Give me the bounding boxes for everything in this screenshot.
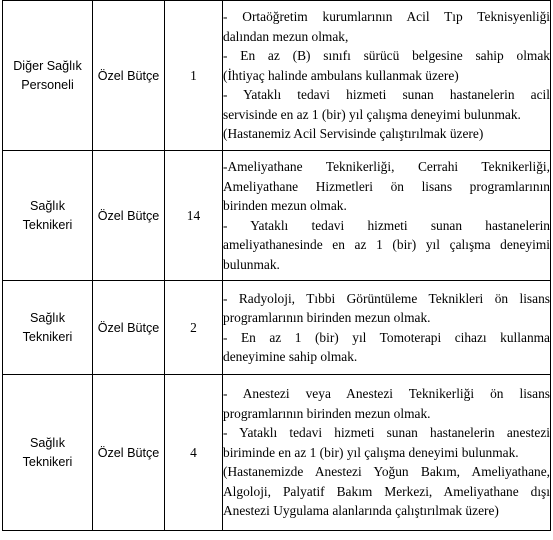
requirement-line: - Yataklı tedavi hizmeti sunan hastanelerin anestezi	[223, 425, 550, 441]
position-title-line: Sağlık	[29, 198, 65, 213]
position-title-line: Sağlık	[29, 435, 65, 450]
budget-type-cell: Özel Bütçe	[93, 375, 165, 531]
requirement-line: - Radyoloji, Tıbbi Görüntüleme Teknikleri ön lisans	[223, 290, 550, 306]
requirement-line: dalından mezun olmak,	[223, 28, 349, 44]
requirement-line: birinden mezun olmak.	[223, 198, 347, 213]
position-title-line: Teknikeri	[22, 329, 73, 344]
requirement-line: -Ameliyathane Teknikerliği, Cerrahi Teknikerliği,	[223, 159, 550, 174]
budget-type-cell: Özel Bütçe	[93, 281, 165, 375]
table-row	[3, 151, 551, 281]
requirement-line: servisinde en az 1 (bir) yıl çalışma deneyimi bulunmak.	[223, 106, 521, 122]
position-title-line: Diğer Sağlık	[13, 58, 82, 73]
requirements-cell	[223, 151, 551, 281]
requirement-line: Algoloji, Palyatif Bakım Merkezi, Ameliyathane dışı	[223, 483, 550, 499]
requirements-cell	[223, 1, 551, 151]
position-title-line: Sağlık	[29, 310, 65, 325]
position-title-cell	[3, 151, 93, 281]
requirement-line: - En az (B) sınıfı sürücü belgesine sahip olmak	[223, 48, 550, 64]
requirement-line: programlarının birinden mezun olmak.	[223, 310, 431, 325]
requirement-line: Anestezi Uygulama alanlarında çalıştırılmak üzere)	[223, 503, 499, 519]
requirement-line: - Yataklı tedavi hizmeti sunan hastanelerin	[223, 217, 550, 233]
position-count-cell: 4	[165, 375, 223, 531]
requirement-line: biriminde en az 1 (bir) yıl çalışma deneyimi bulunmak.	[223, 444, 519, 460]
requirement-line: - Ortaöğretim kurumlarının Acil Tıp Teknisyenliği	[223, 9, 550, 25]
position-title-cell	[3, 375, 93, 531]
position-count-cell: 2	[165, 281, 223, 375]
requirement-line: programlarının birinden mezun olmak.	[223, 405, 431, 421]
requirement-line: (İhtiyaç halinde ambulans kullanmak üzere)	[223, 67, 459, 83]
requirement-line: bulunmak.	[223, 256, 280, 272]
table-row	[3, 281, 551, 375]
requirement-line: deneyimine sahip olmak.	[223, 349, 358, 364]
table-row	[3, 375, 551, 531]
positions-table	[2, 0, 551, 531]
position-title-line: Teknikeri	[22, 454, 73, 469]
requirement-line: ameliyathanesinde en az 1 (bir) yıl çalışma deneyimi	[223, 237, 550, 252]
budget-type-cell: Özel Bütçe	[93, 1, 165, 151]
requirement-line: - Yataklı tedavi hizmeti sunan hastanelerin acil	[223, 87, 550, 103]
position-count-cell: 14	[165, 151, 223, 281]
requirement-line: - En az 1 (bir) yıl Tomoterapi cihazı kullanma	[223, 329, 550, 345]
position-count-cell: 1	[165, 1, 223, 151]
position-title-cell	[3, 281, 93, 375]
position-title-line: Personeli	[21, 77, 74, 92]
requirement-line: - Anestezi veya Anestezi Teknikerliği ön lisans	[223, 386, 550, 402]
table-row	[3, 1, 551, 151]
requirements-cell	[223, 375, 551, 531]
budget-type-cell: Özel Bütçe	[93, 151, 165, 281]
requirements-cell	[223, 281, 551, 375]
requirement-line: (Hastanemizde Anestezi Yoğun Bakım, Ameliyathane,	[223, 464, 550, 480]
position-title-cell	[3, 1, 93, 151]
requirement-line: Ameliyathane Hizmetleri ön lisans programlarının	[223, 178, 550, 194]
requirement-line: (Hastanemiz Acil Servisinde çalıştırılmak üzere)	[223, 126, 484, 142]
position-title-line: Teknikeri	[22, 217, 73, 232]
